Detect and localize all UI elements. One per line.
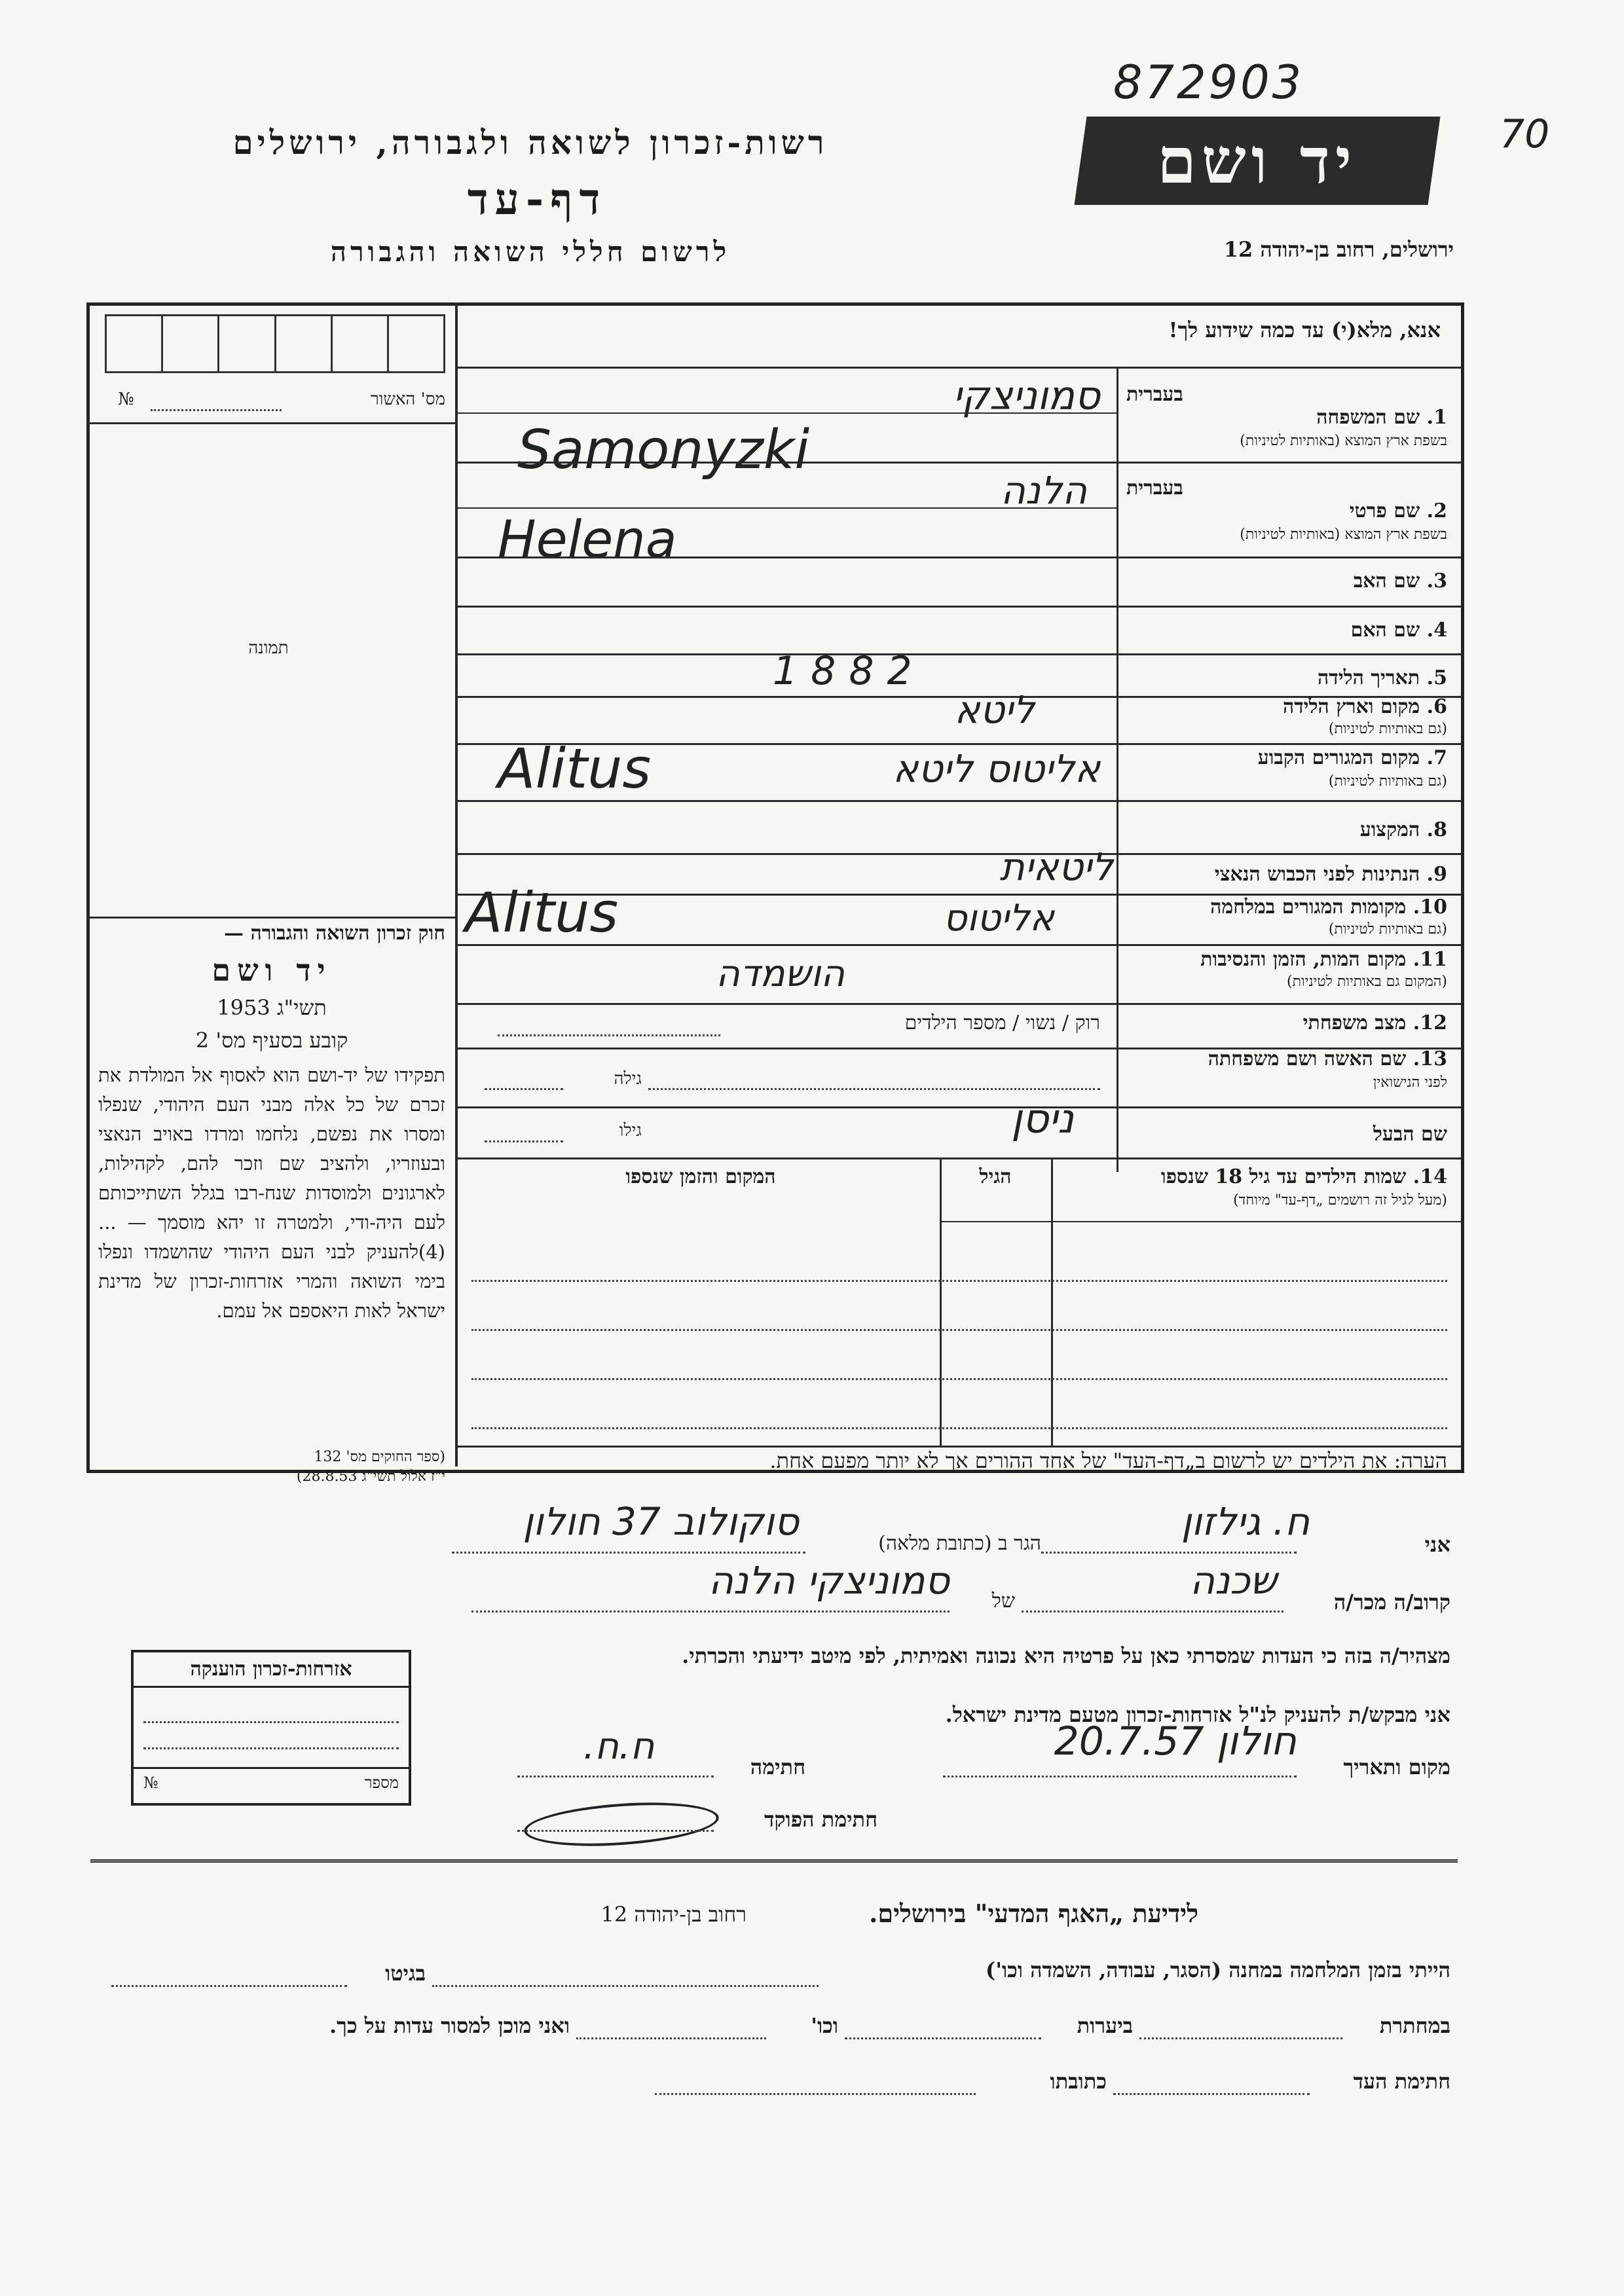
decl-relation-label: קרוב/ה מכר/ה <box>1333 1590 1450 1614</box>
decl-of-label: של <box>991 1590 1015 1613</box>
bottom-line-1: הייתי בזמן המלחמה במחנה (הסגר, עבודה, השמדה וכו') <box>986 1958 1450 1982</box>
witness-address-label: כתובתו <box>1050 2069 1107 2094</box>
signature-value[interactable]: ח.ח. <box>583 1725 655 1768</box>
field-12-options[interactable]: רוק / נשוי / מספר הילדים <box>904 1011 1100 1034</box>
field-husband-age-label: גילו <box>619 1121 642 1140</box>
field-7-label: 7. מקום המגורים הקבוע <box>1257 746 1447 769</box>
citizenship-box-no: № <box>143 1774 158 1792</box>
field-6-label: 6. מקום וארץ הלידה <box>1282 695 1447 718</box>
field-4-label: 4. שם האם <box>1350 619 1447 642</box>
children-sub: (מעל לגיל זה רושמים „דף-עד" מיוחד) <box>1233 1192 1447 1209</box>
field-10-sub: (גם באותיות לטיניות) <box>1328 921 1447 938</box>
field-13-sub: לפני הנישואין <box>1373 1074 1447 1091</box>
handwritten-file-number: 872903 <box>1113 56 1304 109</box>
corner-mark: 70 <box>1500 111 1550 157</box>
field-1-value-he[interactable]: סמוניצקי <box>952 373 1100 419</box>
officer-signature-label: חתימת הפוקד <box>764 1807 877 1832</box>
form-subtitle: לרשום חללי השואה והגבורה <box>330 236 731 268</box>
in-hebrew-label-2: בעברית <box>1126 477 1183 500</box>
in-hebrew-label-1: בעברית <box>1126 383 1183 406</box>
field-7-value-he[interactable]: אליטוס ליטא <box>893 746 1100 791</box>
decl-subject-name[interactable]: סמוניצקי הלנה <box>709 1558 950 1603</box>
form-title: דף-עד <box>467 173 607 225</box>
ready-label: ואני מוכן למסור עדות על כך. <box>329 2013 570 2038</box>
field-7-value-latin[interactable]: Alitus <box>498 737 652 801</box>
children-col-age: הגיל <box>979 1165 1012 1188</box>
decl-statement: מצהיר/ה בזה כי העדות שמסרתי כאן על פרטיה היא נכונה ואמיתית, לפי מיטב ידיעתי והכרתי. <box>682 1643 1450 1668</box>
law-name: יד ושם <box>212 953 332 988</box>
field-2-sub: בשפת ארץ המוצא (באותיות לטיניות) <box>1240 526 1447 543</box>
authority-name: רשות-זכרון לשואה ולגבורה, ירושלים <box>232 123 828 162</box>
field-1-value-latin[interactable]: Samonyzki <box>517 419 810 481</box>
field-2-value-he[interactable]: הלנה <box>1001 468 1087 513</box>
field-10-label: 10. מקומות המגורים במלחמה <box>1210 896 1447 919</box>
law-citation-2: י"ז אלול תשי"ג 28.8.53) <box>296 1468 445 1485</box>
approval-no-symbol: № <box>118 390 134 409</box>
bottom-title: לידיעת „האגף המדעי" בירושלים. <box>869 1899 1198 1928</box>
decl-address-label: הגר ב (כתובת מלאה) <box>878 1532 1041 1555</box>
field-6-sub: (גם באותיות לטיניות) <box>1328 721 1447 737</box>
etc-label: וכו' <box>811 2013 838 2038</box>
field-12-label: 12. מצב משפחתי <box>1302 1011 1447 1034</box>
field-9-value[interactable]: ליטאית <box>999 845 1113 889</box>
yad-vashem-logo <box>1075 117 1441 205</box>
field-3-label: 3. שם האב <box>1353 570 1447 592</box>
officer-signature-scribble <box>523 1797 720 1852</box>
underground-label: במחתרת <box>1379 2013 1450 2038</box>
field-7-sub: (גם באותיות לטיניות) <box>1328 773 1447 790</box>
law-year: תשי"ג 1953 <box>217 995 327 1020</box>
bottom-address: רחוב בן-יהודה 12 <box>600 1902 747 1927</box>
place-date-label: מקום ותאריך <box>1343 1755 1450 1779</box>
bottom-divider <box>90 1859 1458 1863</box>
field-husband-value[interactable]: ניסן <box>1011 1095 1074 1142</box>
approval-no-label: מס' האשור <box>370 390 445 409</box>
field-10-value-he[interactable]: אליטוס <box>943 897 1054 939</box>
field-1-sub: בשפת ארץ המוצא (באותיות לטיניות) <box>1240 433 1447 449</box>
field-13-label: 13. שם האשה ושם משפחתה <box>1208 1048 1447 1070</box>
ghetto-label: בגיטו <box>385 1961 426 1986</box>
field-11-label: 11. מקום המות, הזמן והנסיבות <box>1200 948 1447 971</box>
place-date-value[interactable]: חולון 20.7.57 <box>1054 1719 1297 1764</box>
decl-relation-value[interactable]: שכנה <box>1190 1558 1277 1603</box>
children-label: 14. שמות הילדים עד גיל 18 שנספו <box>1160 1165 1447 1188</box>
field-11-sub: (המקום גם באותיות לטיניות) <box>1287 974 1447 990</box>
field-5-value[interactable]: 1882 <box>773 648 925 694</box>
signature-label: חתימה <box>750 1755 805 1779</box>
field-6-value[interactable]: ליטא <box>954 687 1035 732</box>
decl-name[interactable]: ח. גילזון <box>1181 1499 1310 1544</box>
citizenship-box-number-label: מספר <box>364 1774 399 1792</box>
field-13-age-label: גילה <box>614 1069 642 1089</box>
forests-label: ביערות <box>1077 2013 1133 2038</box>
logo-text: יד ושם <box>1157 124 1357 198</box>
field-2-label: 2. שם פרטי <box>1349 500 1447 522</box>
decl-prefix: אני <box>1424 1532 1450 1557</box>
field-husband-label: שם הבעל <box>1373 1123 1447 1146</box>
field-9-label: 9. הנתינות לפני הכבוש הנאצי <box>1214 863 1447 886</box>
field-10-value-latin[interactable]: Alitus <box>465 881 619 945</box>
address: ירושלים, רחוב בן-יהודה 12 <box>1223 237 1454 262</box>
citizenship-box-title: אזרחות-זכרון הוענקה <box>134 1652 409 1688</box>
law-citation-1: (ספר החוקים מס' 132 <box>314 1449 445 1465</box>
children-note: הערה: את הילדים יש לרשום ב„דף-העד" של אחד ההורים אך לא יותר מפעם אחת. <box>769 1448 1447 1473</box>
citizenship-box <box>131 1650 411 1806</box>
witness-signature-label: חתימת העד <box>1353 2069 1450 2094</box>
field-1-label: 1. שם המשפחה <box>1316 406 1447 429</box>
field-2-value-latin[interactable]: Helena <box>498 511 677 570</box>
law-body: תפקידו של יד-ושם הוא לאסוף אל המולדת את זכרם של כל אלה מבני העם היהודי, שנפלו ומסרו את נפשם, נלחמו ומרדו באויב הנאצי ובעוזריו, ולהציב שם וזכר להם, לקהילות, לארגונים ולמוסדות שנח-רבו בגלל השתייכותם לעם היה-ודי, ולמטרה זו יהא מוסמך — ...(4)להעניק לבני העם היהודי שהושמדו ונפלו בימי השואה והמרי אזרחות-זכרון של מדינת ישראל לאות היאספם אל עמם. <box>98 1064 445 1322</box>
photo-label: תמונה <box>248 638 289 658</box>
decl-request: אני מבקש/ת להעניק לנ"ל אזרחות-זכרון מטעם מדינת ישראל. <box>945 1702 1450 1727</box>
law-title: חוק זכרון השואה והגבורה — <box>224 922 445 945</box>
approval-boxes <box>105 314 445 373</box>
field-8-label: 8. המקצוע <box>1359 818 1447 841</box>
decl-address-value[interactable]: סוקולוב 37 חולון <box>523 1499 799 1544</box>
field-11-value[interactable]: הושמדה <box>716 953 845 995</box>
field-5-label: 5. תאריך הלידה <box>1318 666 1447 689</box>
form-instruction: אנא, מלא(י) עד כמה שידוע לך! <box>1168 318 1441 342</box>
law-section: קובע בסעיף מס' 2 <box>195 1028 348 1053</box>
children-col-place: המקום והזמן שנספו <box>625 1165 776 1188</box>
